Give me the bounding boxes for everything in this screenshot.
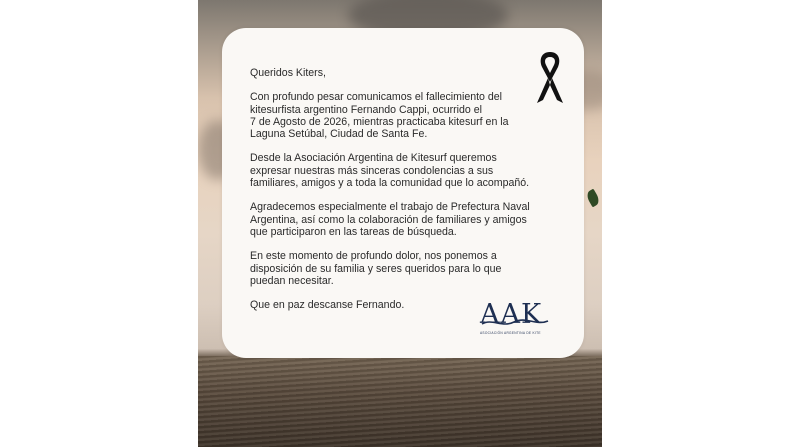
wave-icon [480,316,550,328]
greeting: Queridos Kiters, [250,67,326,79]
leaf [585,189,602,208]
letter-body [250,67,550,323]
paragraph-thanks: Agradecemos especialmente el trabajo de Prefectura Naval Argentina, así como la colaboración de familiares y amigos que participaron en las tareas de búsqueda. [250,201,530,238]
closing-line: Que en paz descanse Fernando. [250,299,405,312]
paragraph-support: En este momento de profundo dolor, nos ponemos a disposición de su familia y seres queridos para lo que puedan necesitar. [250,250,502,287]
logo-mark: AAK [480,299,543,330]
sea [198,356,602,447]
paragraph-announcement: Con profundo pesar comunicamos el fallecimiento del kitesurfista argentino Fernando Cappi, ocurrido el 7 de Agosto de 2026, mientras practicaba kitesurf en la Laguna Setúbal, Ciudad de Santa Fe. [250,91,509,141]
logo-subtitle: ASOCIACIÓN ARGENTINA DE KITE [480,331,541,335]
paragraph-condolences: Desde la Asociación Argentina de Kitesurf queremos expresar nuestras más sinceras condolencias a sus familiares, amigos y a toda la comunidad que lo acompañó. [250,152,530,190]
aak-logo [476,300,556,340]
condolence-card [222,28,584,358]
